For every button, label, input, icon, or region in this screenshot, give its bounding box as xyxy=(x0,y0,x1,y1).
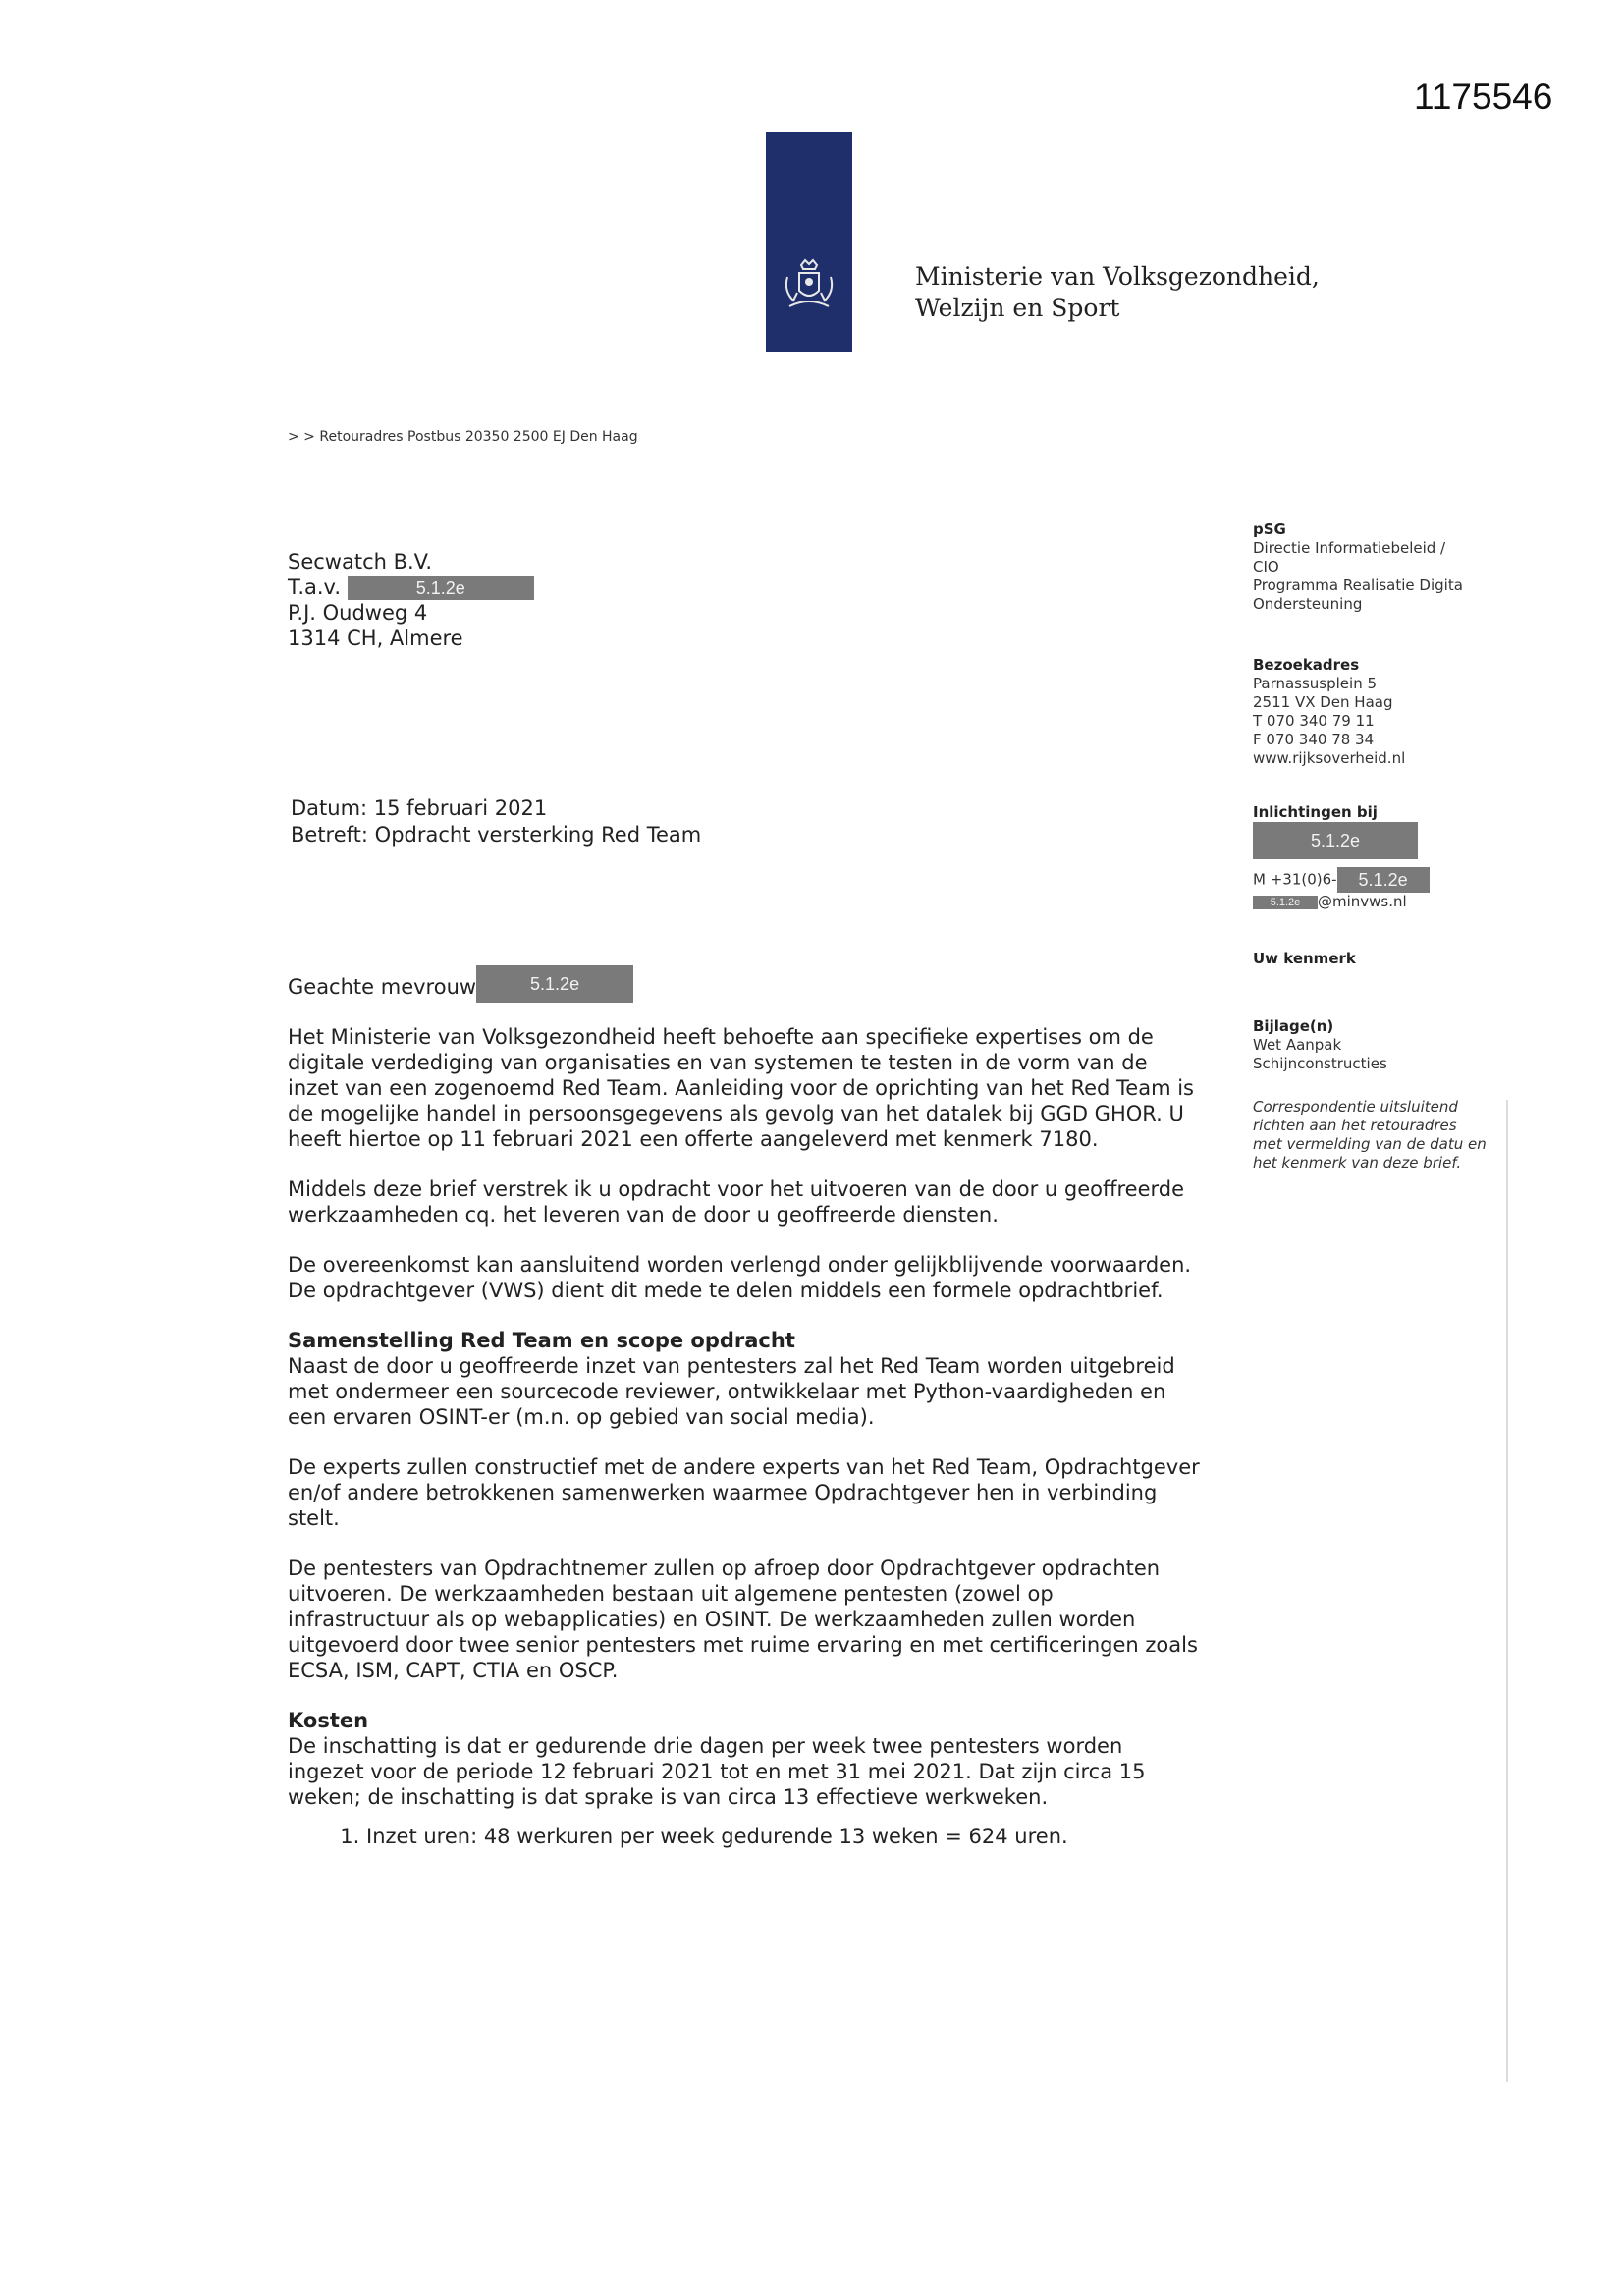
scan-edge-line xyxy=(1506,1100,1508,2082)
ministry-name xyxy=(915,261,1320,324)
salutation-text: Geachte mevrouw xyxy=(288,975,477,999)
org-heading: pSG xyxy=(1253,520,1286,538)
attachment-line: Wet Aanpak xyxy=(1253,1036,1342,1054)
sidebar-attachments xyxy=(1253,1017,1498,1073)
heading-scope: Samenstelling Red Team en scope opdracht xyxy=(288,1329,795,1352)
paragraph-team: Naast de door u geoffreerde inzet van pentesters zal het Red Team worden uitgebreid met ondermeer een sourcecode reviewer, ontwikkelaar met Python-vaardigheden en een ervaren OSINT-er (m.n. op gebied van social media). xyxy=(288,1354,1175,1429)
redaction-box: 5.1.2e xyxy=(1253,896,1318,909)
letter-date: Datum: 15 februari 2021 xyxy=(291,796,548,820)
visit-line: www.rijksoverheid.nl xyxy=(1253,749,1406,767)
letter-body xyxy=(288,1024,1201,1849)
paragraph-collaboration: De experts zullen constructief met de andere experts van het Red Team, Opdrachtgever en/of andere betrokkenen samenwerken waarmee Opdrachtgever hen in verbinding stelt. xyxy=(288,1455,1200,1530)
redaction-box: 5.1.2e xyxy=(476,965,633,1003)
heading-costs: Kosten xyxy=(288,1709,369,1732)
paragraph-intro: Het Ministerie van Volksgezondheid heeft behoefte aan specifieke expertises om de digitale verdediging van organisaties en van systemen te testen in de vorm van de inzet van een zogenoemd Red Team. Aanleiding voor de oprichting van het Red Team is de mogelijke handel in persoonsgegevens als gevolg van het datalek bij GGD GHOR. U heeft hiertoe op 11 februari 2021 een offerte aangeleverd met kenmerk 7180. xyxy=(288,1025,1194,1151)
recipient-company: Secwatch B.V. xyxy=(288,550,433,574)
attachments-heading: Bijlage(n) xyxy=(1253,1017,1334,1035)
info-email xyxy=(1253,893,1498,911)
correspondence-note: Correspondentie uitsluitend richten aan het retouradres met vermelding van de datu en het kenmerk van deze brief. xyxy=(1253,1098,1487,1172)
phone-prefix: M +31(0)6- xyxy=(1253,870,1337,889)
visit-line: F 070 340 78 34 xyxy=(1253,731,1375,748)
attn-label: T.a.v. xyxy=(288,575,342,599)
recipient-address xyxy=(288,549,534,651)
org-line: Programma Realisatie Digita xyxy=(1253,576,1463,594)
sidebar-org xyxy=(1253,520,1498,614)
info-heading: Inlichtingen bij xyxy=(1253,803,1378,821)
crest-icon xyxy=(780,257,839,316)
visit-line: T 070 340 79 11 xyxy=(1253,712,1375,730)
sidebar-reference xyxy=(1253,950,1498,968)
attachment-line: Schijnconstructies xyxy=(1253,1055,1387,1072)
org-line: Directie Informatiebeleid / xyxy=(1253,539,1446,557)
list-item: 1. Inzet uren: 48 werkuren per week gedurende 13 weken = 624 uren. xyxy=(366,1824,1201,1849)
cost-list xyxy=(288,1824,1201,1849)
visit-line: 2511 VX Den Haag xyxy=(1253,693,1393,711)
redaction-box: 5.1.2e xyxy=(1253,822,1418,859)
paragraph-pentesters: De pentesters van Opdrachtnemer zullen op afroep door Opdrachtgever opdrachten uitvoeren. De werkzaamheden bestaan uit algemene pentesten (zowel op infrastructuur als op webapplicaties) en OSINT. De werkzaamheden zullen worden uitgevoerd door twee senior pentesters met ruime ervaring en met certificeringen zoals ECSA, ISM, CAPT, CTIA en OSCP. xyxy=(288,1557,1198,1682)
return-address: > > Retouradres Postbus 20350 2500 EJ Den Haag xyxy=(288,429,638,445)
logo-bar xyxy=(766,132,852,352)
sidebar-note xyxy=(1253,1098,1489,1173)
recipient-street: P.J. Oudweg 4 xyxy=(288,601,428,625)
reference-heading: Uw kenmerk xyxy=(1253,950,1356,967)
letter-meta xyxy=(291,795,701,848)
visit-line: Parnassusplein 5 xyxy=(1253,675,1378,692)
ministry-line2: Welzijn en Sport xyxy=(915,294,1120,322)
section-costs xyxy=(288,1708,1201,1810)
recipient-city: 1314 CH, Almere xyxy=(288,627,463,650)
salutation xyxy=(288,969,633,1007)
sidebar-visit xyxy=(1253,656,1498,768)
recipient-attn xyxy=(288,574,534,600)
ministry-line1: Ministerie van Volksgezondheid, xyxy=(915,262,1320,291)
visit-heading: Bezoekadres xyxy=(1253,656,1360,674)
info-phone xyxy=(1253,867,1498,893)
sidebar-info xyxy=(1253,803,1498,911)
document-number: 1175546 xyxy=(1414,77,1553,117)
paragraph-extension: De overeenkomst kan aansluitend worden verlengd onder gelijkblijvende voorwaarden. De opdrachtgever (VWS) dient dit mede te delen middels een formele opdrachtbrief. xyxy=(288,1253,1192,1302)
paragraph-estimate: De inschatting is dat er gedurende drie dagen per week twee pentesters worden ingezet voor de periode 12 februari 2021 tot en met 31 mei 2021. Dat zijn circa 15 weken; de inschatting is dat sprake is van circa 13 effectieve werkweken. xyxy=(288,1734,1146,1809)
letter-subject: Betreft: Opdracht versterking Red Team xyxy=(291,823,702,847)
org-line: CIO xyxy=(1253,558,1279,575)
redaction-box: 5.1.2e xyxy=(1337,867,1430,893)
redaction-box: 5.1.2e xyxy=(348,576,534,600)
org-line: Ondersteuning xyxy=(1253,595,1363,613)
section-scope xyxy=(288,1328,1201,1430)
email-suffix: @minvws.nl xyxy=(1318,893,1407,910)
paragraph-assignment: Middels deze brief verstrek ik u opdracht voor het uitvoeren van de door u geoffreerde werkzaamheden cq. het leveren van de door u geoffreerde diensten. xyxy=(288,1177,1184,1227)
